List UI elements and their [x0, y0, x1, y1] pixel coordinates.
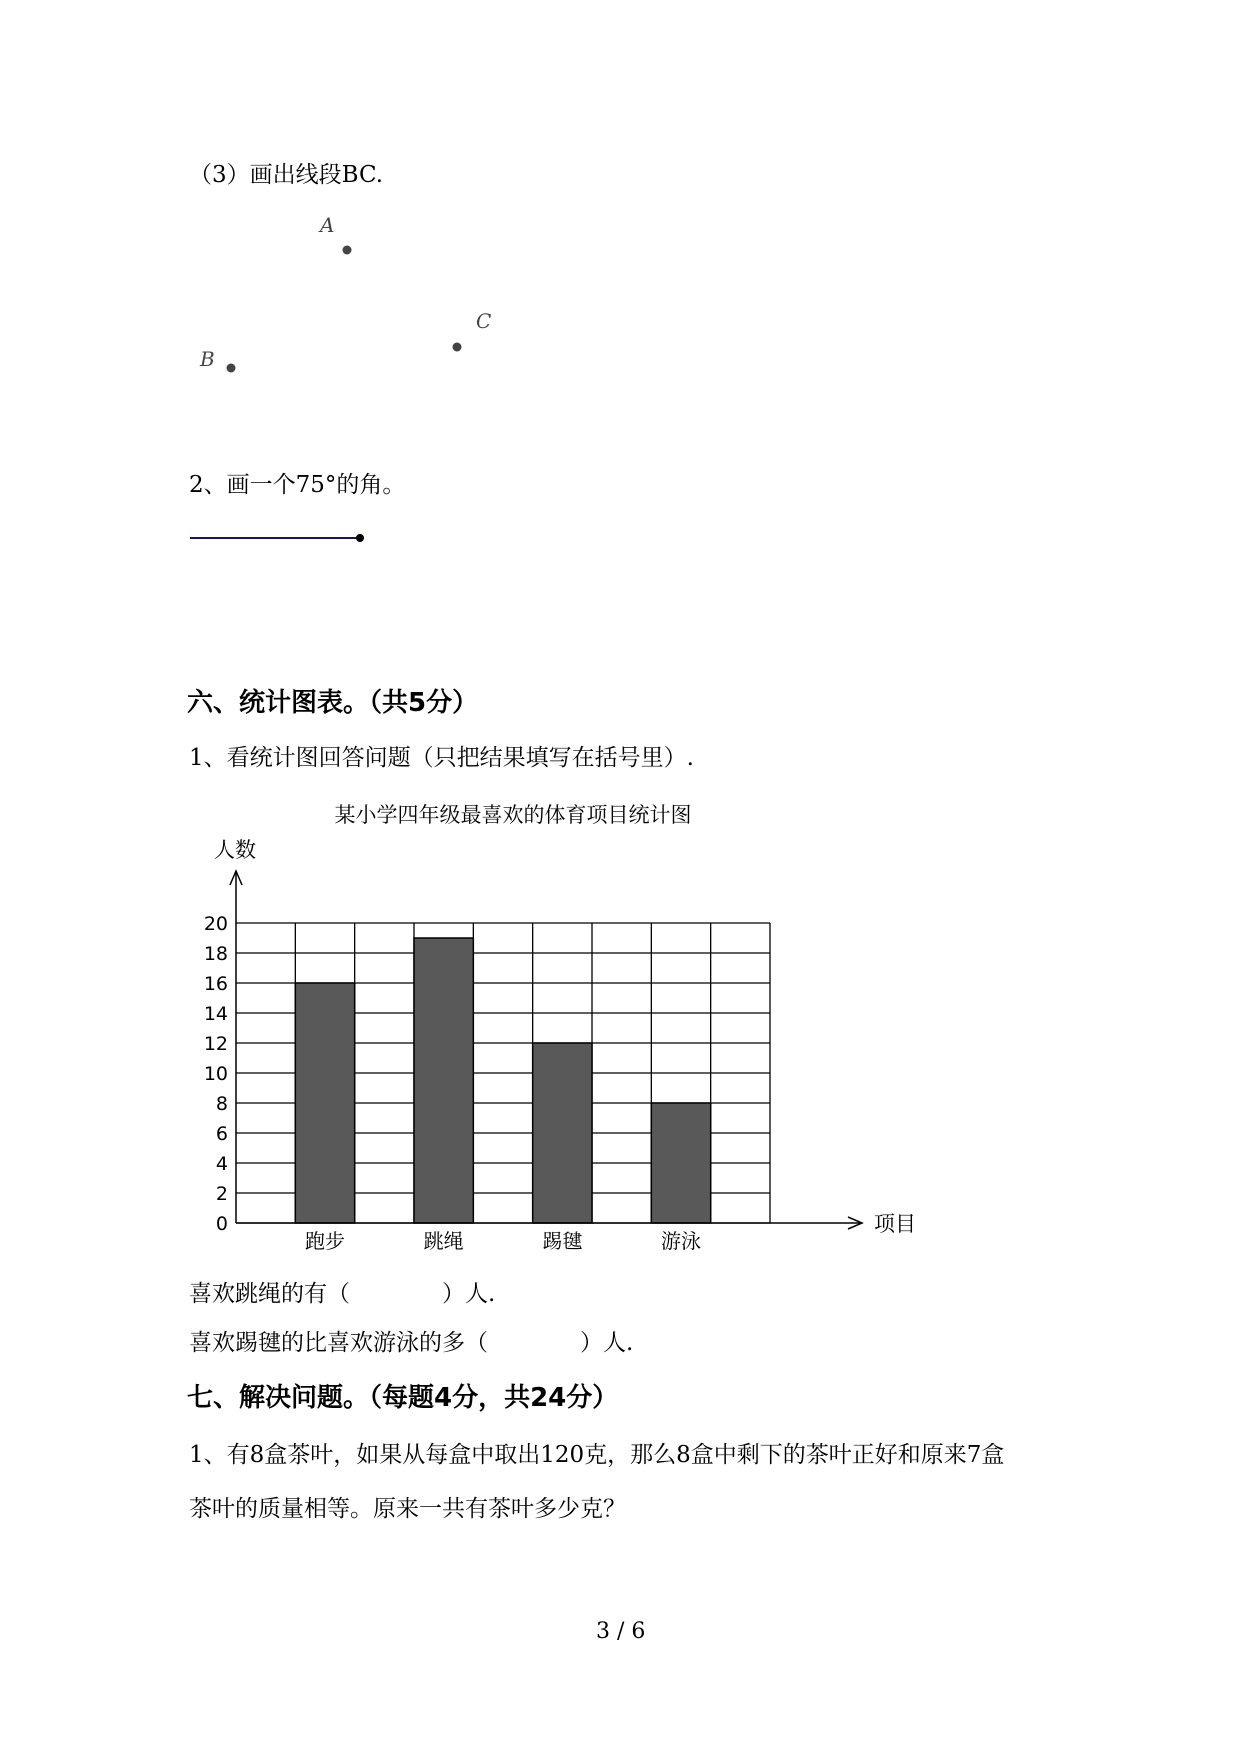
point-c [453, 343, 462, 352]
point-c-label: C [476, 309, 492, 333]
bar-3 [533, 1043, 592, 1223]
y-axis-label: 人数 [214, 838, 256, 862]
y-tick-label: 0 [215, 1213, 228, 1235]
ray-vertex [356, 534, 364, 542]
y-tick-label: 10 [203, 1063, 228, 1085]
y-tick-label: 18 [203, 943, 228, 965]
y-tick-label: 12 [203, 1033, 228, 1055]
y-tick-label: 8 [215, 1093, 228, 1115]
angle-ray-figure [186, 528, 386, 548]
bar-4 [651, 1103, 710, 1223]
x-tick-label: 跳绳 [423, 1229, 464, 1253]
section6-fill2: 喜欢踢毽的比喜欢游泳的多（ ）人. [189, 1330, 634, 1356]
x-axis-label: 项目 [874, 1212, 916, 1236]
y-tick-label: 2 [215, 1183, 228, 1205]
y-tick-label: 16 [203, 973, 228, 995]
point-a [343, 246, 352, 255]
bar-2 [414, 938, 473, 1223]
y-tick-label: 4 [215, 1153, 228, 1175]
y-tick-label: 20 [203, 913, 228, 935]
section7-q1-line1: 1、有8盒茶叶，如果从每盒中取出120克，那么8盒中剩下的茶叶正好和原来7盒 [189, 1442, 1005, 1468]
point-a-label: A [320, 213, 335, 237]
chart-title: 某小学四年级最喜欢的体育项目统计图 [334, 803, 692, 827]
bar-1 [295, 983, 354, 1223]
points-figure [180, 210, 700, 390]
x-tick-label: 踢毽 [542, 1229, 583, 1253]
q2-instruction: 2、画一个75°的角。 [189, 472, 406, 498]
section7-heading: 七、解决问题。（每题4分，共24分） [187, 1383, 619, 1413]
section6-q1-prompt: 1、看统计图回答问题（只把结果填写在括号里）. [189, 745, 694, 771]
y-tick-label: 14 [203, 1003, 228, 1025]
page-number: 3 / 6 [596, 1619, 646, 1644]
y-tick-label: 6 [215, 1123, 228, 1145]
x-tick-label: 跑步 [305, 1229, 345, 1253]
q3-instruction: （3）画出线段BC. [189, 162, 384, 188]
point-b [227, 364, 236, 373]
section6-heading: 六、统计图表。（共5分） [187, 688, 479, 718]
section7-q1-line2: 茶叶的质量相等。原来一共有茶叶多少克？ [189, 1496, 626, 1522]
point-b-label: B [200, 347, 215, 371]
section6-fill1: 喜欢跳绳的有（ ）人. [189, 1281, 496, 1307]
x-tick-label: 游泳 [661, 1229, 701, 1253]
bar-chart [180, 795, 940, 1265]
